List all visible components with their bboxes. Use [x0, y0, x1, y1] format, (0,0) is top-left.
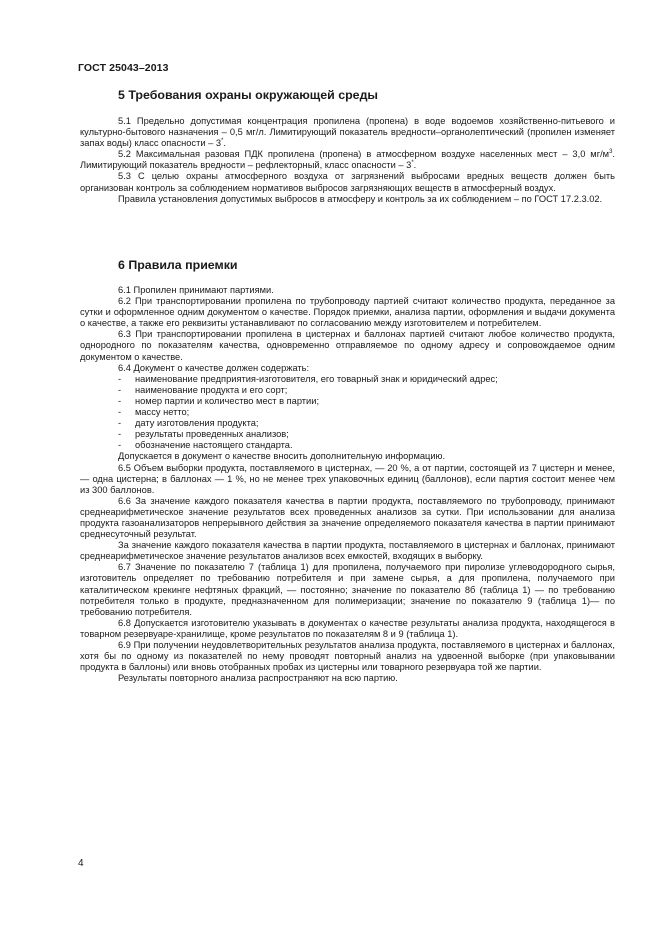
section-title: 6 Правила приемки: [118, 258, 238, 272]
paragraph-6-8: 6.8 Допускается изготовителю указывать в документах о качестве результаты анализа продукта, находящегося в товарном резервуаре-хранилище, кроме результатов по показателям 8 и 9 (таблица 1).: [80, 617, 615, 639]
paragraph-6-6b: За значение каждого показателя качества в партии продукта, поставляемого в цистернах и баллонах, принимают среднеарифметическое значение результатов анализов всех емкостей, входящих в выборку.: [80, 540, 615, 562]
paragraph-5-2: 5.2 Максимальная разовая ПДК пропилена (пропена) в атмосферном воздухе населенных мест – 3,0 $мг/м^3$. Лимитирующий показатель вредности – рефлекторный, класс опасности – 3*.: [80, 149, 615, 171]
paragraph-6-4-note: Допускается в документ о качестве вносить дополнительную информацию.: [118, 451, 446, 462]
paragraph-6-3: 6.3 При транспортировании пропилена в цистернах и баллонах партией считают любое количество продукта, однородного по показателям качества, одновременно отправляемое по одному адресу и сопровождаемое одним документом о качестве.: [80, 329, 615, 362]
paragraph-6-9b: Результаты повторного анализа распространяют на всю партию.: [118, 673, 398, 684]
paragraph-5-3: 5.3 С целью охраны атмосферного воздуха от загрязнений выбросами вредных веществ должен быть организован контроль за соблюдением нормативов выбросов загрязняющих веществ в атмосферный воздух.: [80, 171, 615, 193]
section-acceptance: [80, 258, 615, 684]
list-item: - дату изготовления продукта;: [80, 418, 615, 429]
list-item: - наименование продукта и его сорт;: [80, 385, 615, 396]
list-item: - обозначение настоящего стандарта.: [80, 440, 615, 451]
section-title: 5 Требования охраны окружающей среды: [118, 88, 379, 102]
list-item: - наименование предприятия-изготовителя, его товарный знак и юридический адрес;: [80, 374, 615, 385]
paragraph-6-5: 6.5 Объем выборки продукта, поставляемого в цистернах, — 20 %, а от партии, состоящей из 7 цистерн и менее, — одна цистерна; в баллонах — 1 %, но не менее трех упаковочных единиц (баллонов), если партия состоит менее чем из 300 баллонов.: [80, 462, 615, 495]
paragraph-6-6: 6.6 За значение каждого показателя качества в партии продукта, поставляемого по трубопроводу, принимают среднеарифметическое значение результатов всех проведенных анализов за сутки. При использовании для анализа продукта газоанализаторов непрерывного действия за значение определяемого показателя качества в партии принимают среднесуточный результат.: [80, 495, 615, 540]
paragraph-6-7: 6.7 Значение по показателю 7 (таблица 1) для пропилена, получаемого при пиролизе углеводородного сырья, изготовитель определяет по требованию потребителя и при замене сырья, а для пропилена, получаемого при каталитическом крекинге нефтяных фракций, — постоянно; значение по показателю 8б (таблица 1) — по требованию потребителя только в продукте, предназначенном для полимеризации; значение по показателю 9 (таблица 1)— по требованию потребителя.: [80, 562, 615, 617]
quality-document-list: [80, 374, 615, 452]
document-code: ГОСТ 25043–2013: [78, 62, 169, 74]
paragraph-6-4: 6.4 Документ о качестве должен содержать:: [118, 362, 310, 373]
paragraph-5-4: Правила установления допустимых выбросов в атмосферу и контроль за их соблюдением – по ГОСТ 17.2.3.02.: [118, 193, 603, 204]
section-environment: [80, 88, 615, 205]
page-number: 4: [78, 858, 84, 869]
section-body: [80, 116, 615, 205]
list-item: - массу нетто;: [80, 407, 615, 418]
paragraph-5-1: 5.1 Предельно допустимая концентрация пропилена (пропена) в воде водоемов хозяйственно-питьевого и культурно-бытового назначения – 0,5 мг/л. Лимитирующий показатель вредности–органолептический (пропилен изменяет запах воды) класс опасности – 3*.: [80, 116, 615, 149]
paragraph-6-2: 6.2 При транспортировании пропилена по трубопроводу партией считают количество продукта, переданное за сутки и оформленное одним документом о качестве. Порядок приемки, анализа партии, оформления и выдачи документа о качестве, а также его реквизиты устанавливают по согласованию между изготовителем и потребителем.: [80, 296, 615, 329]
list-item: - результаты проведенных анализов;: [80, 429, 615, 440]
list-item: - номер партии и количество мест в партии;: [80, 396, 615, 407]
paragraph-6-9: 6.9 При получении неудовлетворительных результатов анализа продукта, поставляемого в цистернах и баллонах, хотя бы по одному из показателей по нему проводят повторный анализ на удвоенной выборке (при упаковывании продукта в баллоны) или вновь отобранных пробах из цистерны или товарного резервуара той же партии.: [80, 640, 615, 673]
paragraph-6-1: 6.1 Пропилен принимают партиями.: [118, 285, 274, 295]
section-body: [80, 285, 615, 684]
